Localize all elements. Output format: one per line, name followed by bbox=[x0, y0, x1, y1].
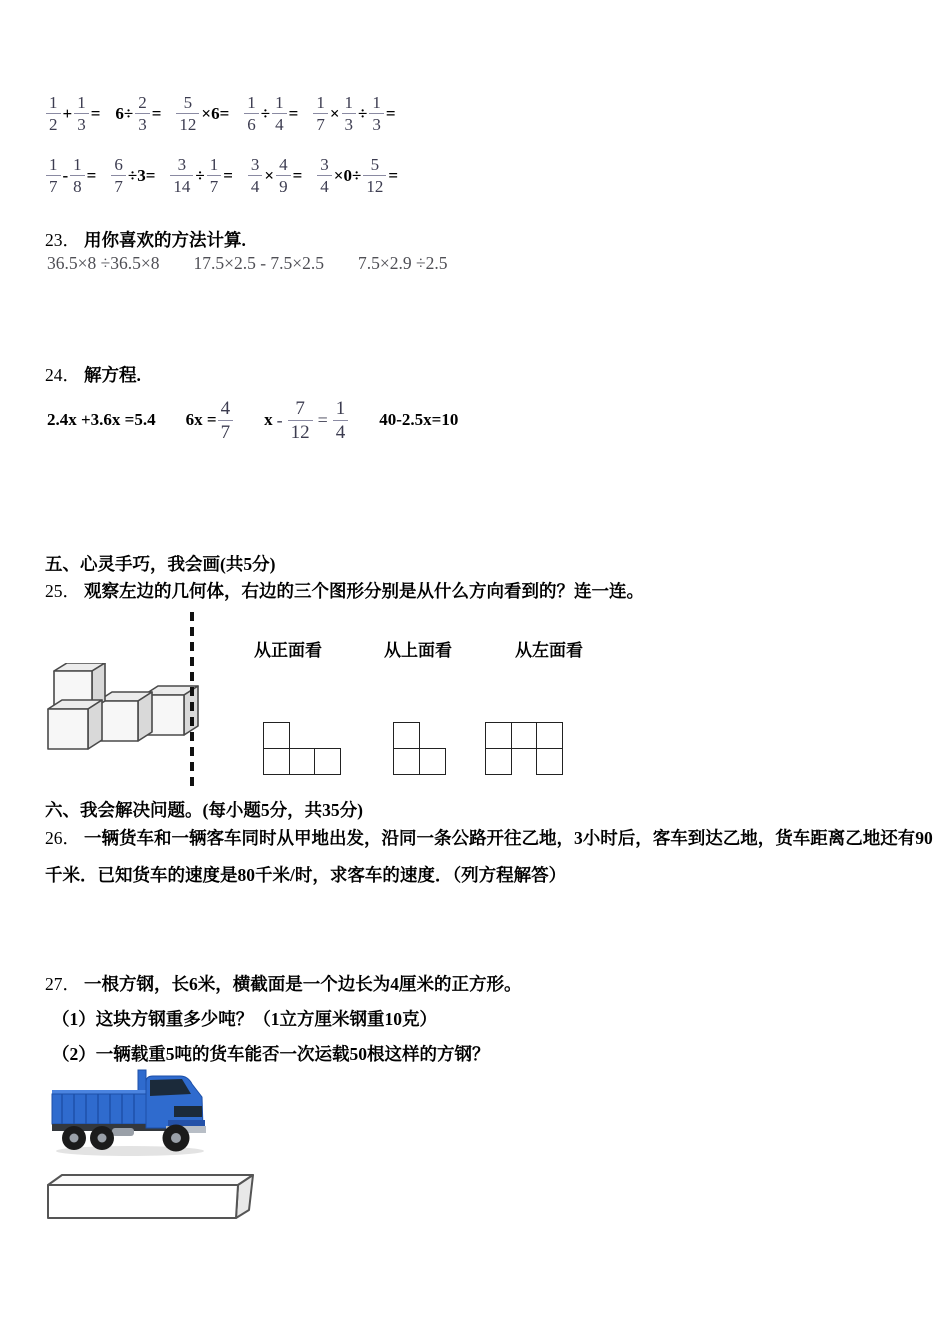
math-text: ×6= bbox=[201, 103, 230, 123]
math-text: 6x = bbox=[185, 410, 217, 429]
question-24-equations bbox=[47, 394, 458, 446]
fraction: $\frac{4}{7}$ bbox=[218, 399, 234, 442]
fraction: $\frac{3}{14}$ bbox=[170, 156, 193, 195]
question-text: 千米．已知货车的速度是80千米/时，求客车的速度．（列方程解答） bbox=[45, 865, 567, 885]
math-text: ÷3= bbox=[127, 165, 156, 185]
fraction: $\frac{1}{4}$ bbox=[333, 399, 349, 442]
view-label-left: 从左面看 bbox=[515, 641, 583, 660]
question-title: 解方程. bbox=[84, 365, 141, 385]
fraction: $\frac{5}{12}$ bbox=[363, 156, 386, 195]
math-text: = bbox=[151, 103, 162, 123]
fraction: $\frac{1}{4}$ bbox=[272, 94, 287, 133]
fraction-problems-row-2 bbox=[45, 156, 399, 195]
math-expression bbox=[247, 156, 303, 195]
fraction: $\frac{2}{3}$ bbox=[135, 94, 150, 133]
truck-illustration bbox=[50, 1066, 208, 1158]
math-text: = bbox=[86, 165, 97, 185]
math-expression bbox=[312, 94, 396, 133]
math-text: = bbox=[385, 103, 396, 123]
question-27-heading bbox=[45, 971, 522, 996]
question-25-heading bbox=[45, 578, 644, 603]
fraction: $\frac{1}{3}$ bbox=[342, 94, 357, 133]
grid-cell bbox=[393, 748, 420, 775]
math-expression bbox=[114, 94, 162, 133]
question-24-heading bbox=[45, 362, 141, 387]
math-text: = bbox=[388, 165, 399, 185]
question-number: 27． bbox=[45, 974, 80, 994]
fraction: $\frac{3}{4}$ bbox=[317, 156, 332, 195]
equation bbox=[186, 399, 234, 442]
question-27-sub2 bbox=[52, 1041, 490, 1066]
fraction: $\frac{1}{3}$ bbox=[369, 94, 384, 133]
question-title: 用你喜欢的方法计算. bbox=[84, 230, 246, 250]
front-view-grid bbox=[263, 722, 345, 776]
math-text: = bbox=[90, 103, 101, 123]
grid-cell bbox=[485, 722, 512, 749]
question-text: 一根方钢，长6米，横截面是一个边长为4厘米的正方形。 bbox=[84, 974, 522, 994]
fraction: $\frac{1}{6}$ bbox=[244, 94, 259, 133]
grid-cell bbox=[263, 722, 290, 749]
math-text: ÷ bbox=[195, 165, 205, 185]
equation bbox=[47, 410, 156, 430]
fraction: $\frac{7}{12}$ bbox=[288, 399, 313, 442]
math-text: ×0÷ bbox=[333, 165, 362, 185]
geometry-solid-figure bbox=[42, 663, 207, 758]
math-expression bbox=[316, 156, 399, 195]
question-text: 一辆货车和一辆客车同时从甲地出发，沿同一条公路开往乙地，3小时后，客车到达乙地，货车距离乙地还有90 bbox=[84, 828, 933, 848]
grid-cell bbox=[263, 748, 290, 775]
question-26-line2 bbox=[45, 862, 566, 887]
question-23-expressions bbox=[47, 253, 448, 274]
equation bbox=[379, 410, 458, 430]
calc-expression: 7.5×2.9 ÷2.5 bbox=[358, 253, 448, 273]
fraction: $\frac{6}{7}$ bbox=[111, 156, 126, 195]
grid-cell bbox=[485, 748, 512, 775]
steel-bar-illustration bbox=[42, 1172, 257, 1222]
math-expression bbox=[45, 156, 97, 195]
grid-cell bbox=[511, 722, 538, 749]
section-6-title: 六、我会解决问题。(每小题5分，共35分) bbox=[45, 800, 363, 820]
question-text: 观察左边的几何体，右边的三个图形分别是从什么方向看到的？连一连。 bbox=[84, 581, 644, 601]
grid-cell bbox=[419, 748, 446, 775]
math-text: ÷ bbox=[358, 103, 368, 123]
view-label-top: 从上面看 bbox=[384, 641, 452, 660]
grid-cell bbox=[289, 748, 316, 775]
question-number: 26． bbox=[45, 828, 80, 848]
math-expression bbox=[243, 94, 299, 133]
fraction: $\frac{5}{12}$ bbox=[176, 94, 199, 133]
fraction: $\frac{3}{4}$ bbox=[248, 156, 263, 195]
calc-expression: 17.5×2.5 - 7.5×2.5 bbox=[193, 253, 325, 273]
math-text: × bbox=[329, 103, 340, 123]
equation bbox=[264, 399, 349, 442]
fraction: $\frac{1}{7}$ bbox=[313, 94, 328, 133]
question-number: 23． bbox=[45, 230, 80, 250]
fraction: $\frac{1}{7}$ bbox=[207, 156, 222, 195]
fraction: $\frac{4}{9}$ bbox=[276, 156, 291, 195]
fraction: $\frac{1}{3}$ bbox=[74, 94, 89, 133]
math-text: - bbox=[276, 409, 283, 430]
dashed-divider bbox=[190, 612, 194, 789]
grid-cell bbox=[393, 722, 420, 749]
math-text: 6÷ bbox=[115, 103, 134, 123]
math-expression bbox=[45, 94, 101, 133]
math-text: = bbox=[317, 409, 328, 430]
math-text: x bbox=[264, 410, 273, 429]
view-label-front: 从正面看 bbox=[254, 641, 322, 660]
math-text: = bbox=[292, 165, 303, 185]
math-text: ÷ bbox=[260, 103, 271, 123]
grid-cell bbox=[536, 722, 563, 749]
fraction: $\frac{1}{2}$ bbox=[46, 94, 61, 133]
fraction: $\frac{1}{8}$ bbox=[70, 156, 85, 195]
fraction-problems-row-1 bbox=[45, 94, 397, 133]
question-number: 24． bbox=[45, 365, 80, 385]
math-expression bbox=[169, 156, 234, 195]
left-view-grid bbox=[485, 722, 567, 776]
math-text: = bbox=[223, 165, 233, 185]
question-number: 25． bbox=[45, 581, 80, 601]
math-text: × bbox=[264, 165, 275, 185]
math-text: - bbox=[62, 165, 69, 185]
fraction: $\frac{1}{7}$ bbox=[46, 156, 61, 195]
question-text: （2）一辆载重5吨的货车能否一次运载50根这样的方钢？ bbox=[52, 1044, 490, 1064]
math-text: 40-2.5x=10 bbox=[379, 410, 459, 429]
question-23-heading bbox=[45, 227, 246, 252]
section-5-title: 五、心灵手巧，我会画(共5分) bbox=[45, 554, 276, 574]
question-27-sub1 bbox=[52, 1006, 437, 1031]
math-expression bbox=[110, 156, 156, 195]
math-text: = bbox=[288, 103, 299, 123]
question-26-line1 bbox=[45, 825, 933, 850]
math-expression bbox=[175, 94, 230, 133]
grid-cell bbox=[314, 748, 341, 775]
calc-expression: 36.5×8 ÷36.5×8 bbox=[47, 253, 160, 273]
math-text: 2.4x +3.6x =5.4 bbox=[47, 410, 156, 429]
question-text: （1）这块方钢重多少吨？（1立方厘米钢重10克） bbox=[52, 1009, 437, 1029]
math-text: + bbox=[62, 103, 73, 123]
top-view-grid bbox=[393, 722, 475, 776]
grid-cell bbox=[536, 748, 563, 775]
